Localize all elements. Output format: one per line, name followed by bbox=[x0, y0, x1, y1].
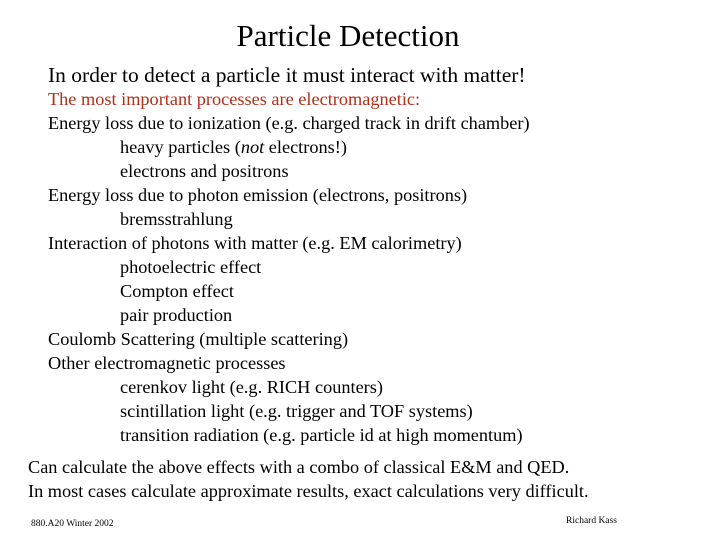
process-subitem bbox=[48, 303, 530, 327]
process-subitem bbox=[48, 423, 530, 447]
slide-title: Particle Detection bbox=[236, 18, 460, 53]
process-list bbox=[48, 87, 530, 447]
emphasis-text: not bbox=[240, 137, 265, 157]
line-text: photoelectric effect bbox=[120, 257, 262, 277]
process-subitem bbox=[48, 375, 530, 399]
line-text: transition radiation (e.g. particle id at high momentum) bbox=[120, 425, 523, 445]
process-subitem bbox=[48, 255, 530, 279]
line-text: scintillation light (e.g. trigger and TOF systems) bbox=[120, 401, 473, 421]
conclusion-line: Can calculate the above effects with a combo of classical E&M and QED. bbox=[28, 457, 570, 477]
intro-statement: In order to detect a particle it must interact with matter! bbox=[48, 63, 526, 87]
line-text: Interaction of photons with matter (e.g. EM calorimetry) bbox=[48, 233, 462, 253]
conclusion-block bbox=[28, 455, 589, 503]
line-text: heavy particles ( bbox=[120, 137, 241, 157]
process-item bbox=[48, 327, 530, 351]
line-text: Energy loss due to ionization (e.g. charged track in drift chamber) bbox=[48, 113, 530, 133]
process-item bbox=[48, 231, 530, 255]
line-text: Coulomb Scattering (multiple scattering) bbox=[48, 329, 349, 349]
course-footer: 880.A20 Winter 2002 bbox=[31, 519, 114, 529]
process-item bbox=[48, 351, 530, 375]
line-text: The most important processes are electromagnetic: bbox=[48, 89, 421, 109]
line-text: cerenkov light (e.g. RICH counters) bbox=[120, 377, 383, 397]
line-text: pair production bbox=[120, 305, 233, 325]
line-text: Other electromagnetic processes bbox=[48, 353, 286, 373]
process-subitem bbox=[48, 159, 530, 183]
line-text: Compton effect bbox=[120, 281, 234, 301]
line-text: electrons!) bbox=[264, 137, 347, 157]
line-text: bremsstrahlung bbox=[120, 209, 233, 229]
process-item bbox=[48, 183, 530, 207]
author-footer: Richard Kass bbox=[566, 516, 617, 526]
process-subitem bbox=[48, 279, 530, 303]
process-subitem bbox=[48, 207, 530, 231]
line-text: electrons and positrons bbox=[120, 161, 289, 181]
process-item bbox=[48, 111, 530, 135]
process-subitem bbox=[48, 135, 530, 159]
process-heading bbox=[48, 87, 530, 111]
process-subitem bbox=[48, 399, 530, 423]
line-text: Energy loss due to photon emission (electrons, positrons) bbox=[48, 185, 468, 205]
conclusion-line: In most cases calculate approximate results, exact calculations very difficult. bbox=[28, 481, 589, 501]
